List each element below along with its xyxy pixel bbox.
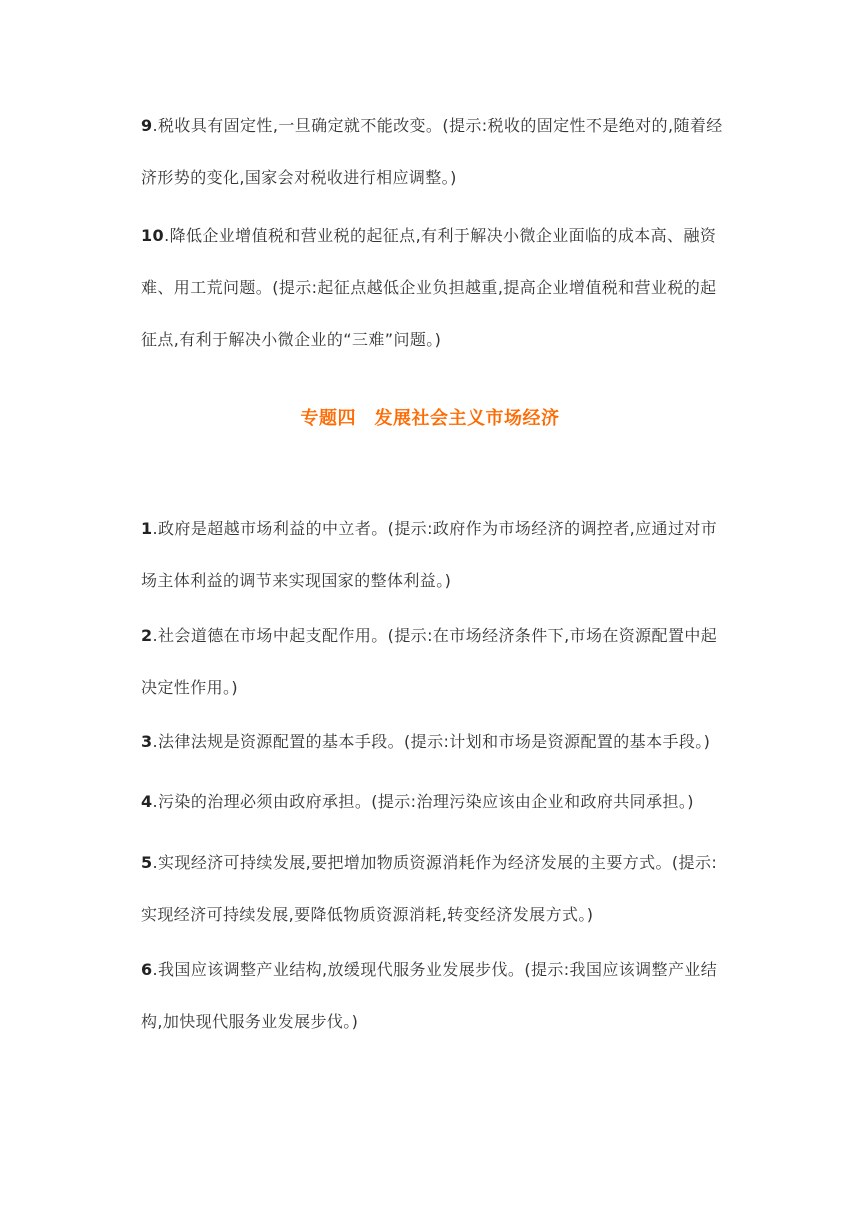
item-number: 10 xyxy=(141,226,165,245)
item-text: .政府是超越市场利益的中立者。(提示:政府作为市场经济的调控者,应通过对市场主体利益的调节来实现国家的整体利益。) xyxy=(141,519,718,590)
item-number: 9 xyxy=(141,116,153,135)
list-item xyxy=(141,837,726,941)
list-item xyxy=(141,503,726,607)
section-title: 专题四 发展社会主义市场经济 xyxy=(300,408,560,429)
list-item xyxy=(141,610,726,714)
item-text: .降低企业增值税和营业税的起征点,有利于解决小微企业面临的成本高、融资难、用工荒问题。(提示:起征点越低企业负担越重,提高企业增值税和营业税的起征点,有利于解决小微企业的“三难”问题。) xyxy=(141,226,717,349)
item-text: .税收具有固定性,一旦确定就不能改变。(提示:税收的固定性不是绝对的,随着经济形势的变化,国家会对税收进行相应调整。) xyxy=(141,116,723,187)
item-number: 6 xyxy=(141,960,153,979)
item-number: 2 xyxy=(141,626,153,645)
list-item xyxy=(141,100,726,204)
item-number: 1 xyxy=(141,519,153,538)
item-number: 5 xyxy=(141,853,153,872)
item-number: 3 xyxy=(141,732,153,751)
item-number: 4 xyxy=(141,792,153,811)
item-text: .社会道德在市场中起支配作用。(提示:在市场经济条件下,市场在资源配置中起决定性作用。) xyxy=(141,626,718,697)
item-text: .污染的治理必须由政府承担。(提示:治理污染应该由企业和政府共同承担。) xyxy=(152,792,694,811)
item-text: .我国应该调整产业结构,放缓现代服务业发展步伐。(提示:我国应该调整产业结构,加快现代服务业发展步伐。) xyxy=(141,960,718,1031)
list-item xyxy=(141,944,726,1048)
item-text: .法律法规是资源配置的基本手段。(提示:计划和市场是资源配置的基本手段。) xyxy=(152,732,711,751)
list-item xyxy=(141,716,726,768)
list-item xyxy=(141,210,726,366)
list-item xyxy=(141,776,726,828)
item-text: .实现经济可持续发展,要把增加物质资源消耗作为经济发展的主要方式。(提示:实现经济可持续发展,要降低物质资源消耗,转变经济发展方式。) xyxy=(141,853,718,924)
